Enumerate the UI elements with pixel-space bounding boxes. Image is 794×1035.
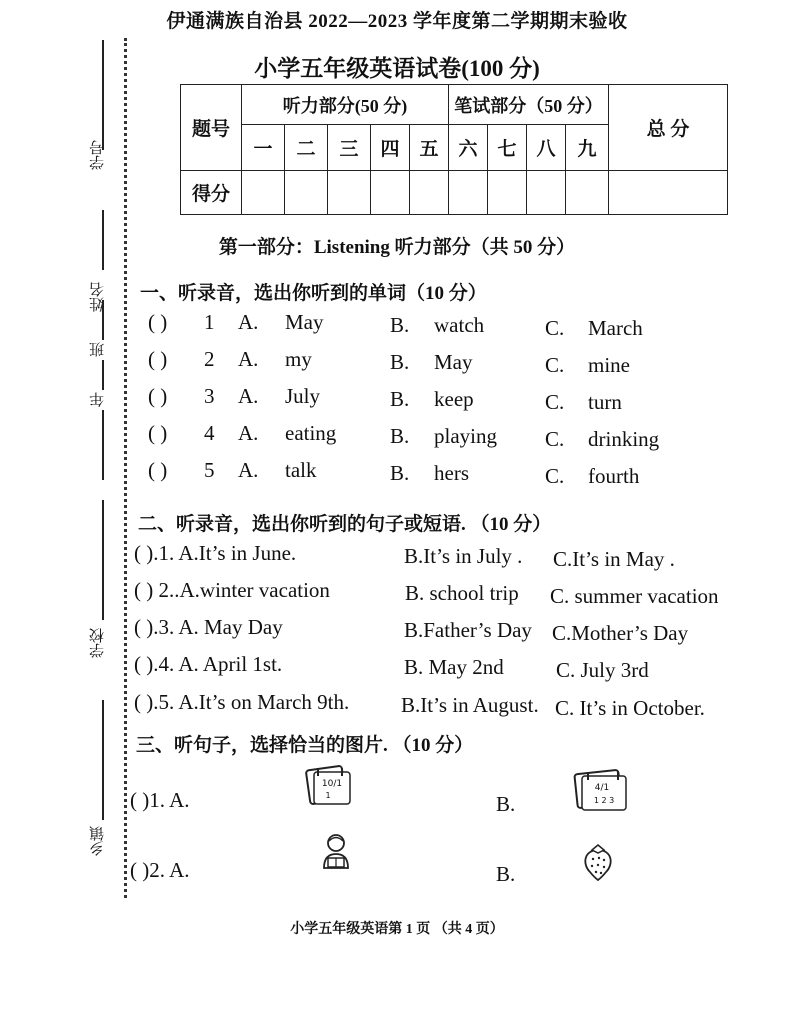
s3-q2-lead: ( )2. A.: [130, 858, 190, 882]
col-5: 五: [410, 125, 449, 171]
page-footer: 小学五年级英语第 1 页 （共 4 页）: [290, 922, 504, 937]
score-table: [180, 84, 728, 215]
s2-q4-lead: ( ).4. A. April 1st.: [134, 652, 283, 676]
cal-a-bottom: 1: [325, 791, 331, 800]
score-cell-6[interactable]: [449, 171, 488, 215]
col-3: 三: [328, 125, 371, 171]
binding-dotted-line: [124, 38, 127, 898]
s1-q4-b: playing: [434, 424, 497, 448]
score-cell-2[interactable]: [285, 171, 328, 215]
strawberry-icon: [580, 842, 616, 882]
s1-q5-c: fourth: [588, 464, 640, 488]
s1-q5-c-label: C.: [545, 464, 565, 488]
score-cell-3[interactable]: [328, 171, 371, 215]
s2-q4-b: B. May 2nd: [404, 655, 504, 679]
s2-q1-c: C.It’s in May .: [553, 547, 675, 571]
s1-q5-a: talk: [285, 458, 317, 482]
student-id-label: 学号: [88, 140, 106, 170]
s1-q5-b: hers: [434, 461, 469, 485]
part1-title: 第一部分：Listening 听力部分（共 50 分）: [218, 237, 576, 258]
score-cell-4[interactable]: [371, 171, 410, 215]
section1-title: 一、听录音，选出你听到的单词（10 分）: [140, 283, 487, 304]
s1-q4-a: eating: [285, 421, 337, 445]
col-6: 六: [449, 125, 488, 171]
s1-q1-a-label: A.: [238, 310, 259, 334]
s2-q2-b: B. school trip: [405, 581, 519, 605]
score-label: 得分: [181, 171, 242, 215]
person-reading-icon: [316, 832, 356, 872]
calendar-icon: [304, 762, 354, 808]
name-label: 姓名: [88, 282, 106, 312]
class-line: [102, 300, 104, 340]
s1-q1-paren: ( ): [148, 310, 168, 334]
s1-q5-paren: ( ): [148, 458, 168, 482]
s1-q1-c: March: [588, 316, 643, 340]
calendar-icon: [572, 766, 632, 814]
s1-q5-num: 5: [204, 458, 215, 482]
s1-q2-a-label: A.: [238, 347, 259, 371]
s2-q1-lead: ( ).1. A.It’s in June.: [134, 541, 297, 565]
cal-b-bottom: 1 2 3: [593, 796, 615, 805]
s2-q3-c: C.Mother’s Day: [552, 621, 689, 645]
s1-q4-c-label: C.: [545, 427, 565, 451]
s1-q5-a-label: A.: [238, 458, 259, 482]
s1-q1-b: watch: [434, 313, 485, 337]
class-label: 班: [88, 342, 106, 357]
s2-q1-b: B.It’s in July .: [404, 544, 523, 568]
s1-q3-b: keep: [434, 387, 474, 411]
s2-q5-c: C. It’s in October.: [555, 696, 705, 720]
exam-title: 小学五年级英语试卷(100 分): [254, 56, 540, 81]
s3-q2-b: B.: [496, 862, 516, 886]
grade-fill-line: [102, 410, 104, 480]
s1-q2-c-label: C.: [545, 353, 565, 377]
score-cell-total[interactable]: [609, 171, 728, 215]
s1-q2-paren: ( ): [148, 347, 168, 371]
col-9: 九: [566, 125, 609, 171]
col-4: 四: [371, 125, 410, 171]
s1-q1-b-label: B.: [390, 313, 410, 337]
s1-q3-c-label: C.: [545, 390, 565, 414]
s2-q4-c: C. July 3rd: [556, 658, 649, 682]
s1-q3-a-label: A.: [238, 384, 259, 408]
col-1: 一: [242, 125, 285, 171]
s1-q2-c: mine: [588, 353, 630, 377]
s2-q2-c: C. summer vacation: [550, 584, 719, 608]
cal-b-top: 4/1: [594, 783, 610, 793]
score-cell-8[interactable]: [527, 171, 566, 215]
township-line: [102, 700, 104, 820]
cal-a-top: 10/1: [321, 779, 343, 789]
total-cell: 总 分: [609, 85, 728, 171]
grade-line: [102, 360, 104, 390]
s1-q3-paren: ( ): [148, 384, 168, 408]
score-cell-7[interactable]: [488, 171, 527, 215]
col-7: 七: [488, 125, 527, 171]
s1-q3-b-label: B.: [390, 387, 410, 411]
s1-q4-num: 4: [204, 421, 215, 445]
s1-q2-b: May: [434, 350, 473, 374]
tihao-cell: 题号: [181, 85, 242, 171]
student-id-line: [102, 40, 104, 150]
s1-q2-b-label: B.: [390, 350, 410, 374]
s3-q1-b: B.: [496, 792, 516, 816]
s1-q2-num: 2: [204, 347, 215, 371]
s1-q3-c: turn: [588, 390, 622, 414]
section2-title: 二、听录音，选出你听到的句子或短语. （10 分）: [138, 514, 552, 535]
s2-q3-lead: ( ).3. A. May Day: [134, 615, 283, 639]
score-cell-1[interactable]: [242, 171, 285, 215]
s1-q4-b-label: B.: [390, 424, 410, 448]
s2-q5-b: B.It’s in August.: [401, 693, 539, 717]
s1-q2-a: my: [285, 347, 312, 371]
s1-q3-num: 3: [204, 384, 215, 408]
school-line: [102, 500, 104, 620]
s2-q5-lead: ( ).5. A.It’s on March 9th.: [134, 690, 350, 714]
s2-q2-lead: ( ) 2..A.winter vacation: [134, 578, 330, 602]
s1-q4-c: drinking: [588, 427, 660, 451]
score-cell-9[interactable]: [566, 171, 609, 215]
s3-q1-lead: ( )1. A.: [130, 788, 190, 812]
township-label: 乡镇: [88, 826, 106, 856]
school-label: 学校: [88, 628, 106, 658]
col-8: 八: [527, 125, 566, 171]
s1-q4-a-label: A.: [238, 421, 259, 445]
col-2: 二: [285, 125, 328, 171]
s1-q1-num: 1: [204, 310, 215, 334]
section3-title: 三、听句子，选择恰当的图片. （10 分）: [136, 735, 474, 756]
s2-q3-b: B.Father’s Day: [404, 618, 532, 642]
s1-q5-b-label: B.: [390, 461, 410, 485]
exam-header: 伊通满族自治县 2022—2023 学年度第二学期期末验收: [166, 11, 628, 32]
writing-header: 笔试部分（50 分）: [449, 85, 609, 125]
s1-q4-paren: ( ): [148, 421, 168, 445]
score-cell-5[interactable]: [410, 171, 449, 215]
grade-label: 年: [88, 392, 106, 407]
s1-q1-a: May: [285, 310, 324, 334]
listening-header: 听力部分(50 分): [242, 85, 449, 125]
s1-q3-a: July: [285, 384, 321, 408]
s1-q1-c-label: C.: [545, 316, 565, 340]
